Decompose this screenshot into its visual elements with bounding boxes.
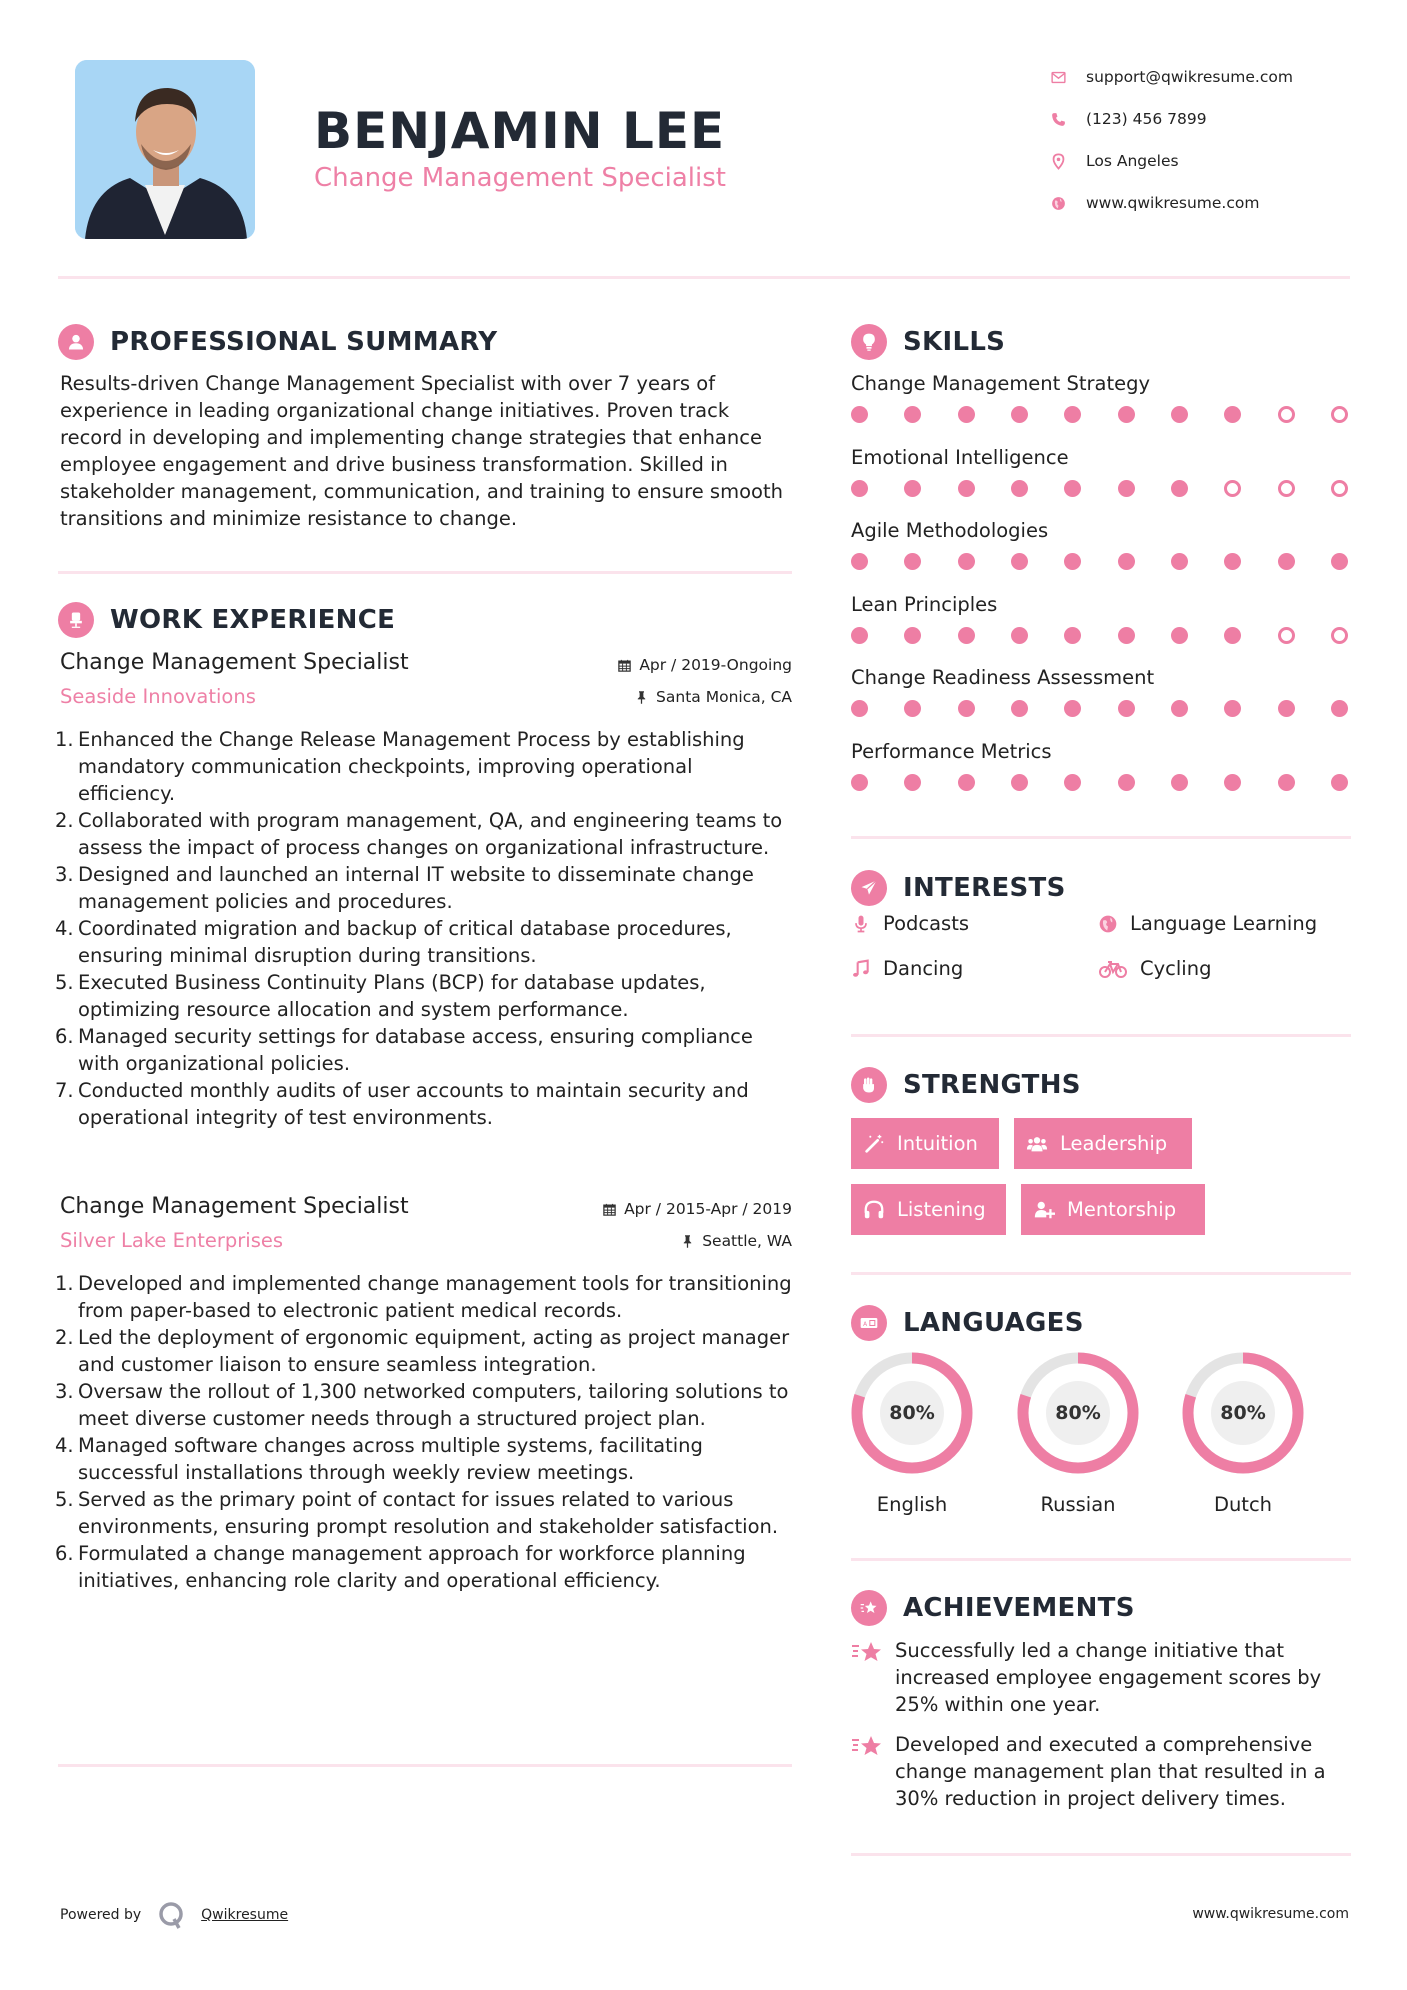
- calendar-icon: [602, 1202, 617, 1217]
- rating-dot-filled: [1011, 627, 1028, 644]
- achievement-item: [851, 1731, 1351, 1812]
- interest-item: Podcasts: [851, 912, 969, 935]
- skill-name: Agile Methodologies: [851, 519, 1049, 542]
- globe-icon: [1098, 914, 1118, 934]
- interest-item: Dancing: [851, 957, 963, 980]
- job-company: Seaside Innovations: [60, 685, 256, 708]
- job-bullets: [55, 726, 792, 1131]
- contact-email-text: support@qwikresume.com: [1086, 68, 1293, 86]
- mail-icon: [1050, 69, 1086, 86]
- rating-dot-empty: [1278, 627, 1295, 644]
- skill-rating: [851, 700, 1348, 717]
- rating-dot-filled: [1331, 774, 1348, 791]
- skill-rating: [851, 406, 1348, 423]
- fist-icon: [851, 1067, 887, 1103]
- strength-tag: Intuition: [851, 1118, 999, 1169]
- language-name: Russian: [1040, 1493, 1116, 1516]
- job-date-text: Apr / 2019-Ongoing: [639, 656, 792, 674]
- shooting-star-icon: [851, 1733, 883, 1759]
- globe-icon: [1050, 195, 1086, 212]
- rating-dot-filled: [1011, 774, 1028, 791]
- achievement-text: Successfully led a change initiative that increased employee engagement scores by 25% within one year.: [895, 1639, 1322, 1716]
- rating-dot-filled: [904, 774, 921, 791]
- language-item: [1181, 1351, 1305, 1516]
- skill-name: Change Readiness Assessment: [851, 666, 1155, 689]
- shooting-star-icon: [851, 1590, 887, 1626]
- contact-location-text: Los Angeles: [1086, 152, 1179, 170]
- rating-dot-filled: [1171, 480, 1188, 497]
- rating-dot-filled: [958, 774, 975, 791]
- strength-tag: Listening: [851, 1184, 1006, 1235]
- languages-divider: [851, 1558, 1351, 1561]
- language-percent: 80%: [1055, 1402, 1101, 1424]
- skill-item: [851, 662, 1351, 736]
- map-pin-icon: [1050, 153, 1086, 170]
- job-company: Silver Lake Enterprises: [60, 1229, 284, 1252]
- rating-dot-filled: [904, 553, 921, 570]
- contact-location: [1050, 140, 1293, 182]
- contact-list: [1050, 56, 1293, 224]
- skill-rating: [851, 480, 1348, 497]
- experience-heading-text: WORK EXPERIENCE: [110, 605, 396, 635]
- rating-dot-filled: [1011, 406, 1028, 423]
- rating-dot-filled: [1118, 553, 1135, 570]
- powered-by-label: Powered by: [60, 1907, 142, 1923]
- rating-dot-filled: [1224, 553, 1241, 570]
- rating-dot-filled: [958, 700, 975, 717]
- rating-dot-filled: [1171, 774, 1188, 791]
- contact-phone-text: (123) 456 7899: [1086, 110, 1207, 128]
- languages-heading: [851, 1305, 1084, 1341]
- job-bullet: 5. Served as the primary point of contact for issues related to various environments, ensuring prompt resolution and stakeholder satisfaction.: [55, 1488, 779, 1538]
- job-date: [617, 656, 792, 674]
- music-note-icon: [851, 959, 871, 979]
- achievements-heading-text: ACHIEVEMENTS: [903, 1593, 1135, 1623]
- rating-dot-filled: [1224, 627, 1241, 644]
- rating-dot-filled: [851, 700, 868, 717]
- svg-text:A: A: [863, 1321, 868, 1328]
- job-date: [602, 1200, 792, 1218]
- language-progress-ring: [1181, 1351, 1305, 1475]
- skill-name: Emotional Intelligence: [851, 445, 1069, 469]
- job-bullet: 2. Collaborated with program management, QA, and engineering teams to assess the impact of process changes on organizational infrastructure.: [55, 809, 783, 859]
- skill-rating: [851, 774, 1348, 791]
- rating-dot-filled: [1171, 627, 1188, 644]
- rating-dot-empty: [1278, 406, 1295, 423]
- experience-heading: [58, 602, 395, 638]
- rating-dot-filled: [1118, 627, 1135, 644]
- job-bullet: 7. Conducted monthly audits of user accounts to maintain security and operational integrity of test environments.: [55, 1079, 749, 1129]
- rating-dot-filled: [958, 406, 975, 423]
- rating-dot-filled: [1224, 700, 1241, 717]
- header-divider: [58, 276, 1350, 279]
- magic-wand-icon: [863, 1133, 885, 1155]
- rating-dot-empty: [1331, 406, 1348, 423]
- interests-heading: [851, 870, 1066, 906]
- job-location-text: Santa Monica, CA: [656, 688, 792, 706]
- skill-name: Change Management Strategy: [851, 372, 1151, 395]
- users-icon: [1026, 1133, 1048, 1155]
- skill-name: Lean Principles: [851, 592, 998, 616]
- job-entry: [55, 1194, 792, 1594]
- rating-dot-filled: [1064, 627, 1081, 644]
- rating-dot-filled: [1064, 480, 1081, 497]
- languages-heading-text: LANGUAGES: [903, 1308, 1084, 1338]
- contact-website[interactable]: [1050, 182, 1293, 224]
- skill-item: [851, 515, 1351, 589]
- language-percent: 80%: [889, 1402, 935, 1424]
- headphones-icon: [863, 1199, 885, 1221]
- office-chair-icon: [58, 602, 94, 638]
- rating-dot-filled: [1064, 553, 1081, 570]
- skill-item: [851, 589, 1351, 663]
- shooting-star-icon: [851, 1639, 883, 1665]
- job-bullet: 2. Led the deployment of ergonomic equipment, acting as project manager and customer liaison to ensure seamless integration.: [55, 1326, 790, 1376]
- rating-dot-filled: [1118, 700, 1135, 717]
- skills-list: [851, 368, 1351, 809]
- rating-dot-empty: [1331, 480, 1348, 497]
- rating-dot-filled: [904, 700, 921, 717]
- rating-dot-filled: [958, 553, 975, 570]
- job-date-text: Apr / 2015-Apr / 2019: [624, 1200, 792, 1218]
- job-bullet: 1. Enhanced the Change Release Management Process by establishing mandatory communication checkpoints, improving operational efficiency.: [55, 728, 745, 805]
- candidate-title: Change Management Specialist: [314, 163, 726, 193]
- qwikresume-logo-icon: [157, 1900, 187, 1930]
- summary-text: Results-driven Change Management Specialist with over 7 years of experience in leading organizational change initiatives. Proven track record in developing and implementing change strategies that enhance employee engagement and drive business transformation. Skilled in stakeholder management, communication, and training to ensure smooth transitions and minimize resistance to change.: [60, 372, 783, 530]
- rating-dot-filled: [1331, 700, 1348, 717]
- rating-dot-filled: [851, 553, 868, 570]
- achievement-item: [851, 1637, 1351, 1718]
- profile-photo-image: [75, 60, 255, 239]
- candidate-name: BENJAMIN LEE: [314, 102, 726, 160]
- achievements-heading: [851, 1590, 1135, 1626]
- job-bullet: 5. Executed Business Continuity Plans (BCP) for database updates, optimizing resource allocation and system performance.: [55, 971, 706, 1021]
- strengths-divider: [851, 1272, 1351, 1275]
- job-bullet: 6. Managed security settings for database access, ensuring compliance with organizational policies.: [55, 1025, 753, 1075]
- rating-dot-filled: [851, 406, 868, 423]
- achievement-text: Developed and executed a comprehensive change management plan that resulted in a 30% reduction in project delivery times.: [895, 1733, 1326, 1810]
- calendar-icon: [617, 658, 632, 673]
- strength-tag: Leadership: [1014, 1118, 1192, 1169]
- strengths-heading: [851, 1067, 1081, 1103]
- achievements-divider: [851, 1853, 1351, 1856]
- phone-icon: [1050, 111, 1086, 128]
- interests-heading-text: INTERESTS: [903, 873, 1066, 903]
- rating-dot-filled: [1278, 774, 1295, 791]
- rating-dot-filled: [1011, 553, 1028, 570]
- rating-dot-filled: [1011, 480, 1028, 497]
- strength-tag: Mentorship: [1021, 1184, 1205, 1235]
- interest-item: Language Learning: [1098, 912, 1317, 935]
- skill-item: [851, 736, 1351, 810]
- job-title: Change Management Specialist: [60, 1194, 409, 1219]
- language-item: [1016, 1351, 1140, 1516]
- rating-dot-filled: [1224, 774, 1241, 791]
- rating-dot-filled: [1171, 406, 1188, 423]
- skills-divider: [851, 836, 1351, 839]
- interest-item: Cycling: [1098, 957, 1211, 980]
- rating-dot-filled: [958, 627, 975, 644]
- language-progress-ring: [1016, 1351, 1140, 1475]
- bicycle-icon: [1098, 959, 1128, 979]
- job-bullet: 4. Coordinated migration and backup of critical database procedures, ensuring minimal disruption during transitions.: [55, 917, 732, 967]
- rating-dot-filled: [904, 480, 921, 497]
- rating-dot-filled: [1011, 700, 1028, 717]
- skill-item: [851, 368, 1351, 442]
- job-bullet: 4. Managed software changes across multiple systems, facilitating successful installations through weekly review meetings.: [55, 1434, 703, 1484]
- job-entry: [55, 650, 792, 1131]
- summary-heading: [58, 324, 497, 360]
- skills-heading: [851, 324, 1005, 360]
- skills-heading-text: SKILLS: [903, 327, 1006, 357]
- profile-photo: [75, 60, 255, 239]
- footer-url[interactable]: www.qwikresume.com: [1192, 1906, 1349, 1922]
- rating-dot-filled: [1171, 700, 1188, 717]
- rating-dot-filled: [904, 627, 921, 644]
- skill-name: Performance Metrics: [851, 739, 1052, 763]
- rating-dot-filled: [851, 480, 868, 497]
- language-name: Dutch: [1213, 1493, 1273, 1516]
- qwikresume-link[interactable]: Qwikresume: [201, 1907, 289, 1923]
- paper-plane-icon: [851, 870, 887, 906]
- job-location: [634, 688, 792, 706]
- rating-dot-filled: [1064, 774, 1081, 791]
- rating-dot-filled: [1118, 774, 1135, 791]
- rating-dot-empty: [1224, 480, 1241, 497]
- user-plus-icon: [1033, 1199, 1055, 1221]
- user-icon: [58, 324, 94, 360]
- skill-rating: [851, 553, 1348, 570]
- rating-dot-filled: [1118, 480, 1135, 497]
- language-progress-ring: [850, 1351, 974, 1475]
- rating-dot-empty: [1331, 627, 1348, 644]
- rating-dot-filled: [1278, 553, 1295, 570]
- summary-divider: [58, 571, 792, 574]
- contact-website-text: www.qwikresume.com: [1086, 194, 1260, 212]
- rating-dot-filled: [1064, 700, 1081, 717]
- experience-divider: [58, 1764, 792, 1767]
- job-location-text: Seattle, WA: [702, 1232, 792, 1250]
- skill-item: [851, 442, 1351, 516]
- rating-dot-filled: [1278, 700, 1295, 717]
- lightbulb-icon: [851, 324, 887, 360]
- rating-dot-filled: [1118, 406, 1135, 423]
- job-bullets: [55, 1270, 792, 1594]
- footer-powered-by: [60, 1900, 288, 1930]
- language-item: [850, 1351, 974, 1516]
- rating-dot-filled: [1171, 553, 1188, 570]
- language-name: English: [876, 1493, 948, 1516]
- rating-dot-filled: [1224, 406, 1241, 423]
- contact-email[interactable]: [1050, 56, 1293, 98]
- pushpin-icon: [680, 1234, 695, 1249]
- microphone-icon: [851, 914, 871, 934]
- rating-dot-filled: [958, 480, 975, 497]
- rating-dot-filled: [1331, 553, 1348, 570]
- rating-dot-filled: [851, 774, 868, 791]
- job-location: [680, 1232, 792, 1250]
- job-bullet: 6. Formulated a change management approach for workforce planning initiatives, enhancing role clarity and operational efficiency.: [55, 1542, 746, 1592]
- skill-rating: [851, 627, 1348, 644]
- strengths-heading-text: STRENGTHS: [903, 1070, 1081, 1100]
- rating-dot-filled: [1064, 406, 1081, 423]
- job-bullet: 3. Oversaw the rollout of 1,300 networked computers, tailoring solutions to meet diverse customer needs through a structured project plan.: [55, 1380, 789, 1430]
- rating-dot-filled: [904, 406, 921, 423]
- job-bullet: 3. Designed and launched an internal IT website to disseminate change management policies and procedures.: [55, 863, 754, 913]
- rating-dot-filled: [851, 627, 868, 644]
- rating-dot-empty: [1278, 480, 1295, 497]
- job-bullet: 1. Developed and implemented change management tools for transitioning from paper-based to electronic patient medical records.: [55, 1272, 792, 1322]
- job-title: Change Management Specialist: [60, 650, 409, 675]
- interests-divider: [851, 1034, 1351, 1037]
- contact-phone[interactable]: [1050, 98, 1293, 140]
- pushpin-icon: [634, 690, 649, 705]
- summary-heading-text: PROFESSIONAL SUMMARY: [110, 327, 498, 357]
- translate-icon: [851, 1305, 887, 1341]
- language-percent: 80%: [1220, 1402, 1266, 1424]
